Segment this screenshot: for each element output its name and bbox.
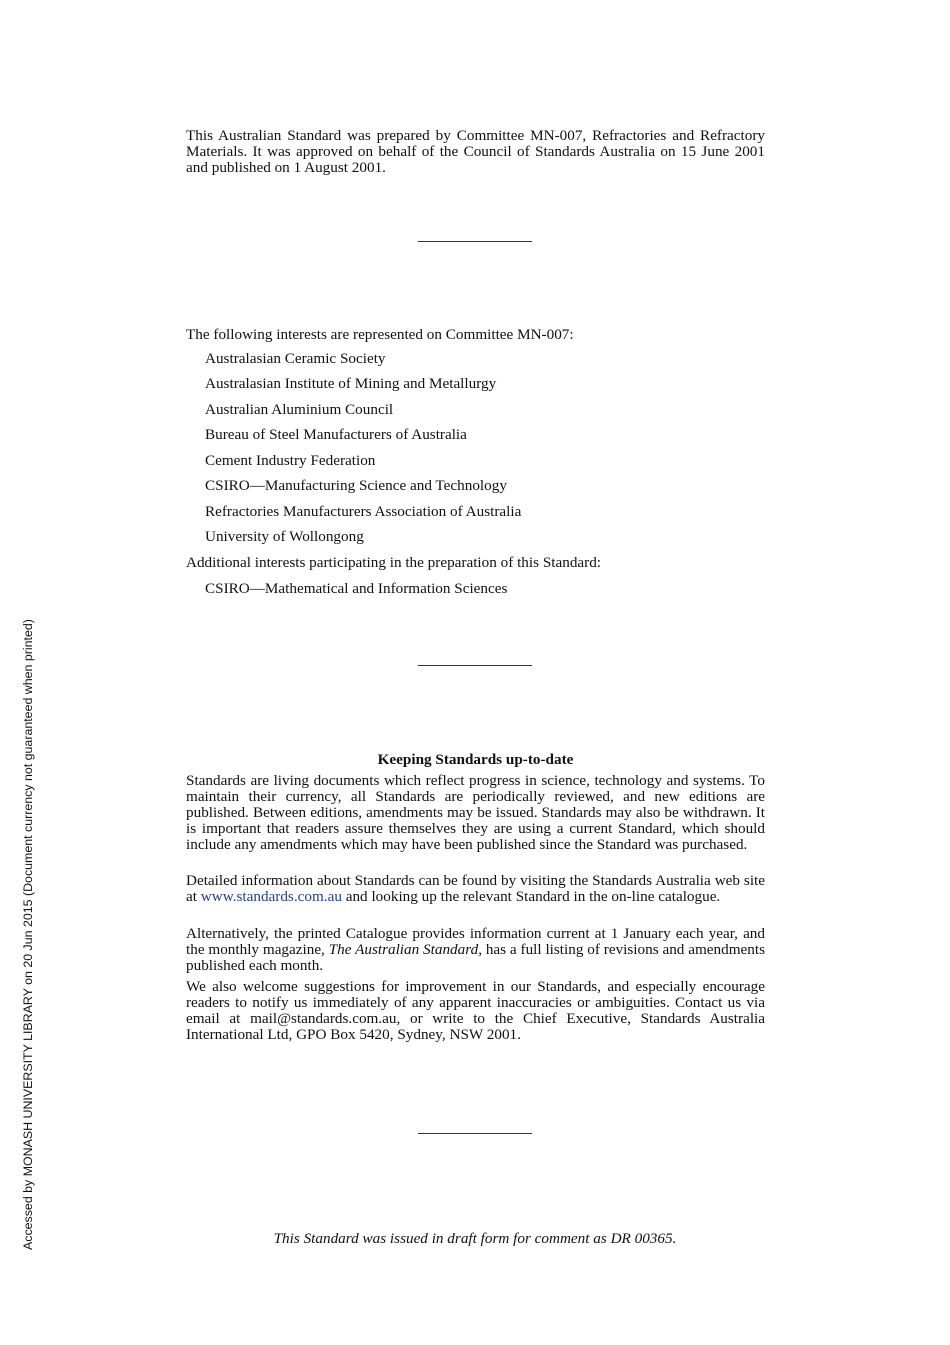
keeping-paragraph-2 xyxy=(186,873,765,905)
committee-member: Bureau of Steel Manufacturers of Australia xyxy=(205,426,467,443)
access-watermark: Accessed by MONASH UNIVERSITY LIBRARY on 20 Jun 2015 (Document currency not guaranteed when printed) xyxy=(21,619,35,1250)
draft-note: This Standard was issued in draft form for comment as DR 00365. xyxy=(273,1230,677,1247)
paragraph-text: Alternatively, the printed Catalogue provides information current at 1 January each year, and the monthly magazine, xyxy=(186,925,765,958)
section-heading: Keeping Standards up-to-date xyxy=(377,751,574,768)
additional-member: CSIRO—Mathematical and Information Sciences xyxy=(205,580,508,597)
committee-member: Cement Industry Federation xyxy=(205,452,376,469)
paragraph-text: and looking up the relevant Standard in the on-line catalogue. xyxy=(341,888,721,905)
committee-member: CSIRO—Manufacturing Science and Technology xyxy=(205,477,507,494)
committee-member: Australian Aluminium Council xyxy=(205,401,394,418)
keeping-paragraph-4: We also welcome suggestions for improvement in our Standards, and especially encourage readers to notify us immediately of any apparent inaccuracies or ambiguities. Contact us via email at mail@standards.com.au, or write to the Chief Executive, Standards Australia International Ltd, GPO Box 5420, Sydney, NSW 2001. xyxy=(186,978,765,1043)
keeping-paragraph-1: Standards are living documents which reflect progress in science, technology and systems. To maintain their currency, all Standards are periodically reviewed, and new editions are published. Between editions, amendments may be issued. Standards may also be withdrawn. It is important that readers assure themselves they are using a current Standard, which should include any amendments which may have been published since the Standard was purchased. xyxy=(186,772,765,853)
keeping-paragraph-3 xyxy=(186,926,765,974)
additional-interests-intro: Additional interests participating in the preparation of this Standard: xyxy=(186,554,602,571)
section-divider xyxy=(418,241,532,242)
approval-statement: This Australian Standard was prepared by Committee MN-007, Refractories and Refractory Materials. It was approved on behalf of the Council of Standards Australia on 15 June 2001 and published on 1 August 2001. xyxy=(186,127,765,176)
section-divider xyxy=(418,1133,532,1134)
committee-member: Australasian Institute of Mining and Metallurgy xyxy=(205,375,497,392)
paragraph-text: Detailed information about Standards can be found by visiting the Standards Australia web site at xyxy=(186,872,765,905)
committee-member: University of Wollongong xyxy=(205,528,364,545)
committee-member: Refractories Manufacturers Association of Australia xyxy=(205,503,522,520)
committee-member: Australasian Ceramic Society xyxy=(205,350,386,367)
standards-website-link[interactable]: www.standards.com.au xyxy=(200,888,342,905)
paragraph-text: , has a full listing of revisions and amendments published each month. xyxy=(186,941,765,974)
section-divider xyxy=(418,665,532,666)
committee-intro: The following interests are represented on Committee MN-007: xyxy=(186,326,574,343)
magazine-title: The Australian Standard xyxy=(328,941,479,958)
